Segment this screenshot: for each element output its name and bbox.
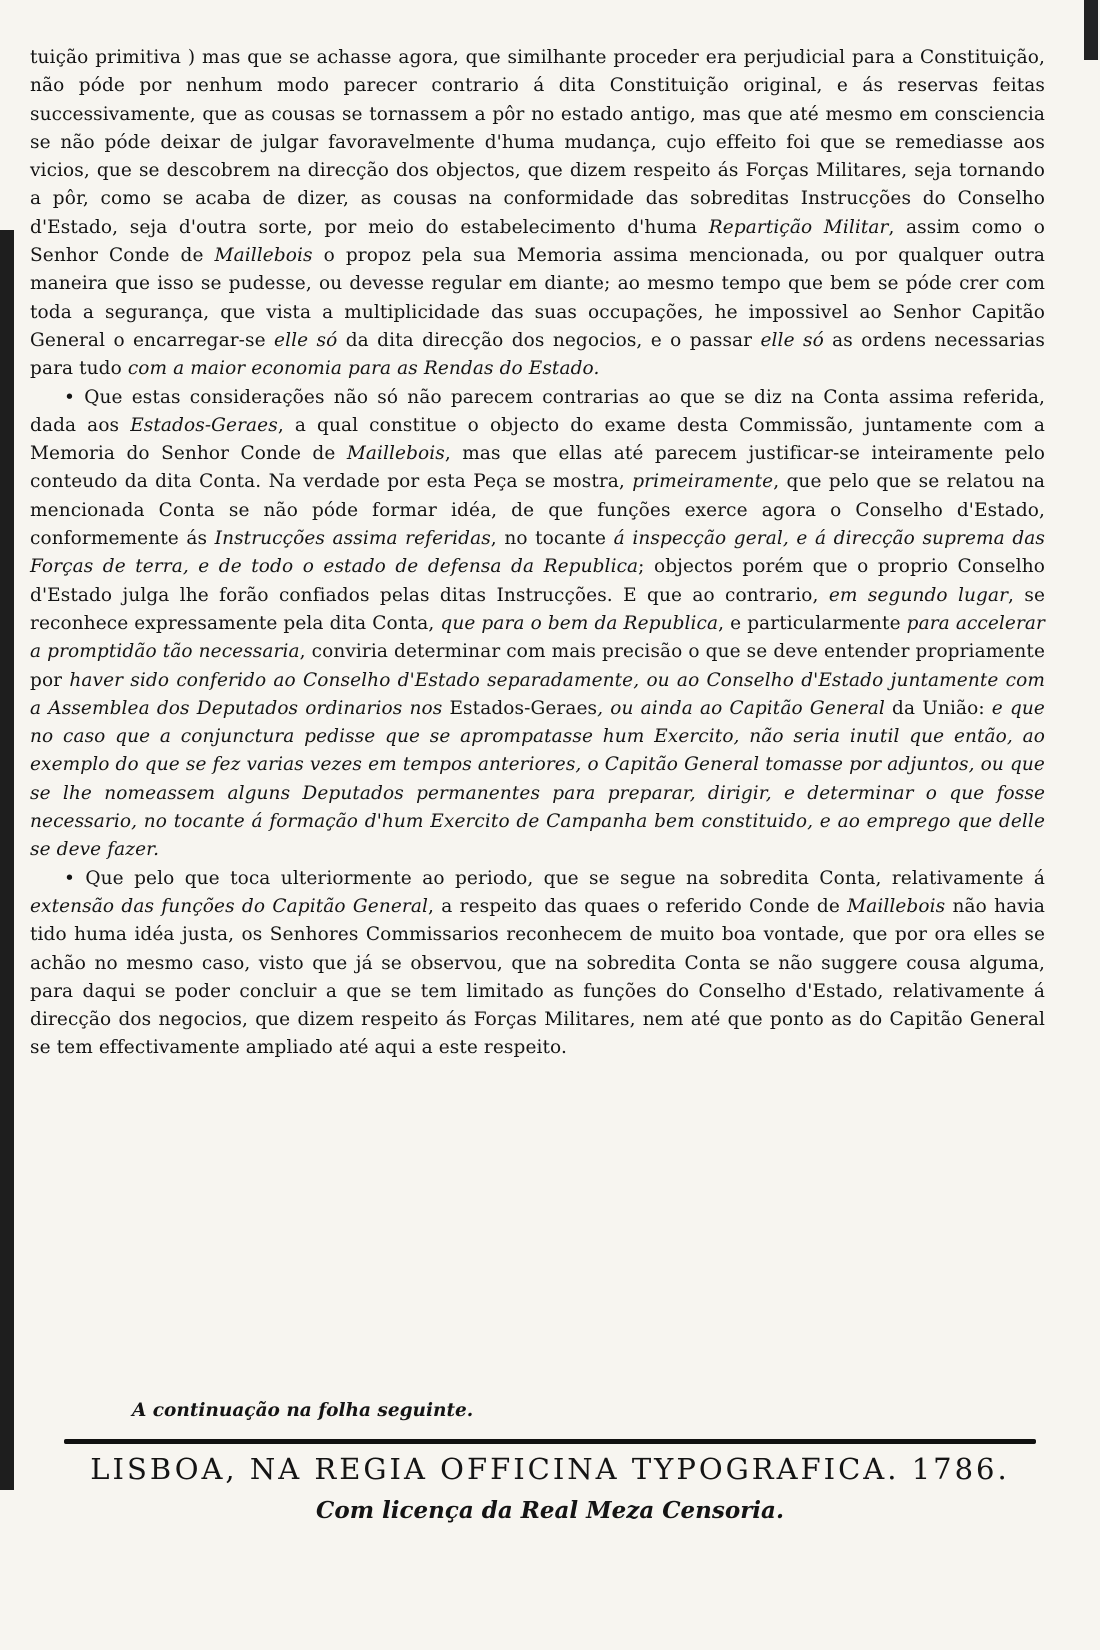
imprint: LISBOA, NA REGIA OFFICINA TYPOGRAFICA. 1786. [90, 1452, 1010, 1486]
scan-left-edge [0, 230, 14, 1490]
paragraph-3: • Que pelo que toca ulteriormente ao periodo, que se segue na sobredita Conta, relativamente á extensão das funções do Capitão General, a respeito das quaes o referido Conde de Maillebois não havia tido huma idéa justa, os Senhores Commissarios reconhecem de muito boa vontade, que por ora elles se achão no mesmo caso, visto que já se observou, que na sobredita Conta se não suggere cousa alguma, para daqui se poder concluir a que se tem limitado as funções do Conselho d'Estado, relativamente á direcção dos negocios, que dizem respeito ás Forças Militares, nem até que ponto as do Capitão General se tem effectivamente ampliado até aqui a este respeito. [30, 867, 1046, 1059]
license-line: Com licença da Real Meza Censoria. [316, 1497, 784, 1524]
paragraph-1: tuição primitiva ) mas que se achasse agora, que similhante proceder era perjudicial para a Constituição, não póde por nenhum modo parecer contrario á dita Constituição original, e ás reservas feitas successivamente, que as cousas se tornassem a pôr no estado antigo, mas que até mesmo em consciencia se não póde deixar de julgar favoravelmente d'huma mudança, cujo effeito foi que se remediasse aos vicios, que se descobrem na direcção dos objectos, que dizem respeito ás Forças Militares, seja tornando a pôr, como se acaba de dizer, as cousas na conformidade das sobreditas Instrucções do Conselho d'Estado, seja d'outra sorte, por meio do estabelecimento d'huma Repartição Militar, assim como o Senhor Conde de Maillebois o propoz pela sua Memoria assima mencionada, ou por qualquer outra maneira que isso se pudesse, ou devesse regular em diante; ao mesmo tempo que bem se póde crer com toda a segurança, que vista a multiplicidade das suas occupações, he impossivel ao Senhor Capitão General o encarregar-se elle só da dita direcção dos negocios, e o passar elle só as ordens necessarias para tudo com a maior economia para as Rendas do Estado. [30, 47, 1045, 380]
horizontal-rule [64, 1439, 1036, 1444]
paragraph-bullet: • [64, 386, 76, 408]
continuation-note: A continuação na folha seguinte. [132, 1400, 474, 1421]
body-text [30, 44, 1045, 1063]
paragraph-2: • Que estas considerações não só não parecem contrarias ao que se diz na Conta assima referida, dada aos Estados-Geraes, a qual constitue o objecto do exame desta Commissão, juntamente com a Memoria do Senhor Conde de Maillebois, mas que ellas até parecem justificar-se inteiramente pelo conteudo da dita Conta. Na verdade por esta Peça se mostra, primeiramente, que pelo que se relatou na mencionada Conta se não póde formar idéa, de que funções exerce agora o Conselho d'Estado, conformemente ás Instrucções assima referidas, no tocante á inspecção geral, e á direcção suprema das Forças de terra, e de todo o estado de defensa da Republica; objectos porém que o proprio Conselho d'Estado julga lhe forão confiados pelas ditas Instrucções. E que ao contrario, em segundo lugar, se reconhece expressamente pela dita Conta, que para o bem da Republica, e particularmente para accelerar a promptidão tão necessaria, conviria determinar com mais precisão o que se deve entender propriamente por haver sido conferido ao Conselho d'Estado separadamente, ou ao Conselho d'Estado juntamente com a Assemblea dos Deputados ordinarios nos Estados-Geraes, ou ainda ao Capitão General da União: e que no caso que a conjunctura pedisse que se aprompatasse hum Exercito, não seria inutil que então, ao exemplo do que se fez varias vezes em tempos anteriores, o Capitão General tomasse por adjuntos, ou que se lhe nomeassem alguns Deputados permanentes para preparar, dirigir, e determinar o que fosse necessario, no tocante á formação d'hum Exercito de Campanha bem constituido, e ao emprego que delle se deve fazer. [30, 386, 1045, 861]
paragraph-bullet: • [64, 867, 76, 889]
scan-right-edge [1084, 0, 1098, 60]
